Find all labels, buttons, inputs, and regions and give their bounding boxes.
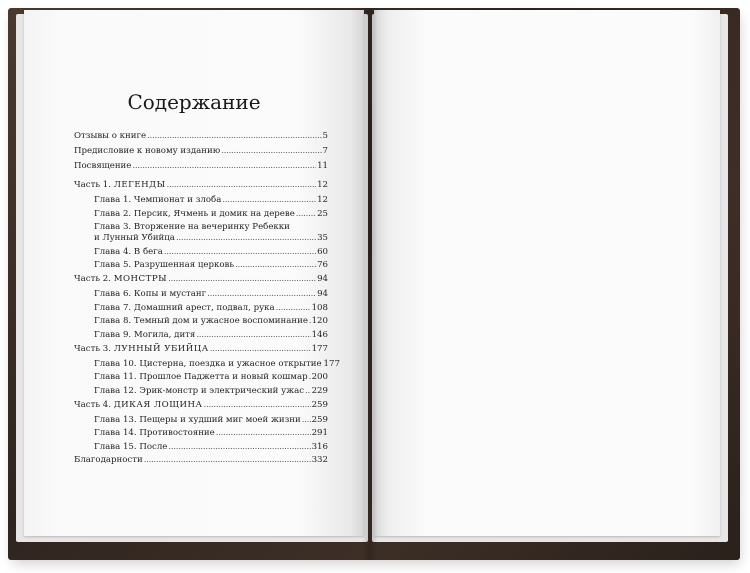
toc-chapter-label: Глава 10. Цистерна, поездка и ужасное открытие: [94, 358, 322, 369]
toc-leader-dots: [147, 131, 321, 142]
toc-part-label: Часть 2. МОНСТРЫ: [74, 274, 168, 284]
toc-chapter-entry: [74, 442, 328, 453]
toc-leader-dots: [168, 442, 310, 453]
toc-entry-label: Отзывы о книге: [74, 131, 147, 141]
table-of-contents: [74, 131, 340, 470]
toc-chapter-entry: [74, 330, 328, 341]
toc-chapter-label: Глава 6. Копы и мустанг: [94, 289, 207, 299]
toc-entry-page: 332: [311, 455, 328, 465]
toc-entry-page: 259: [311, 399, 328, 410]
toc-entry-page: 94: [317, 289, 328, 299]
toc-leader-dots: [305, 386, 311, 397]
toc-chapter-entry: [74, 303, 328, 314]
toc-entry-page: 12: [317, 195, 328, 205]
toc-entry-page: 5: [322, 131, 328, 141]
toc-chapter-entry-continued: [74, 233, 328, 244]
toc-entry: [74, 455, 328, 466]
toc-entry-page: 12: [317, 180, 328, 190]
toc-leader-dots: [168, 274, 316, 285]
toc-chapter-entry: [74, 316, 328, 327]
toc-chapter-entry: [74, 195, 328, 206]
toc-leader-dots: [296, 209, 316, 220]
toc-entry-page: 291: [311, 428, 328, 438]
toc-entry: [74, 146, 328, 157]
toc-leader-dots: [210, 344, 311, 355]
toc-entry-page: 11: [317, 161, 328, 171]
toc-chapter-label: Глава 8. Темный дом и ужасное воспоминание: [94, 316, 308, 326]
toc-chapter-label: Глава 9. Могила, дитя: [94, 329, 196, 340]
toc-part-entry: [74, 180, 328, 191]
toc-entry-label: Предисловие к новому изданию: [74, 146, 221, 156]
toc-entry-page: 200: [311, 372, 328, 382]
toc-leader-dots: [276, 303, 311, 314]
toc-chapter-entry: [74, 260, 328, 271]
toc-leader-dots: [221, 146, 321, 157]
toc-chapter-entry: [74, 428, 328, 439]
toc-chapter-label: Глава 14. Противостояние: [94, 428, 215, 438]
toc-chapter-entry: [74, 372, 328, 383]
toc-part-label: Часть 4. ДИКАЯ ЛОЩИНА: [74, 399, 203, 410]
book-spine: [362, 8, 378, 560]
toc-chapter-label: Глава 4. В бега: [94, 246, 163, 257]
toc-chapter-label: Глава 1. Чемпионат и злоба: [94, 195, 222, 205]
toc-entry-page: 177: [323, 358, 340, 369]
toc-chapter-entry: [74, 358, 340, 370]
toc-part-entry: [74, 344, 328, 355]
toc-chapter-label: Глава 11. Прошлое Паджетта и новый кошмар: [94, 372, 308, 382]
toc-entry-page: 177: [311, 343, 328, 354]
toc-chapter-label: Глава 2. Персик, Ячмень и домик на дереве: [94, 208, 295, 219]
toc-entry-page: 94: [317, 274, 328, 284]
toc-entry-page: 7: [322, 146, 328, 156]
toc-entry-page: 146: [311, 329, 328, 340]
toc-entry-label: Посвящение: [74, 161, 132, 171]
toc-leader-dots: [132, 161, 316, 172]
toc-leader-dots: [309, 316, 311, 327]
toc-part-entry: [74, 274, 328, 285]
toc-leader-dots: [196, 330, 310, 341]
toc-chapter-label-continued: и Лунный Убийца: [94, 233, 175, 243]
right-page: [374, 10, 720, 536]
toc-chapter-entry: [74, 415, 328, 426]
toc-chapter-label: Глава 12. Эрик-монстр и электрический ужас: [94, 385, 305, 396]
toc-chapter-label: Глава 7. Домашний арест, подвал, рука: [94, 302, 275, 313]
page-title: Содержание: [127, 90, 261, 114]
toc-leader-dots: [164, 247, 316, 258]
toc-chapter-entry: [74, 222, 328, 233]
toc-leader-dots: [309, 372, 311, 383]
toc-chapter-label: Глава 15. После: [94, 441, 168, 452]
toc-chapter-entry: [74, 289, 328, 300]
toc-leader-dots: [222, 195, 316, 206]
toc-entry-page: 35: [317, 233, 328, 243]
toc-entry-page: 259: [311, 414, 328, 425]
toc-leader-dots: [207, 289, 316, 300]
toc-chapter-entry: [74, 209, 328, 220]
toc-leader-dots: [167, 180, 317, 191]
toc-part-label: Часть 3. ЛУННЫЙ УБИЙЦА: [74, 343, 209, 354]
toc-entry-page: 60: [317, 246, 328, 257]
toc-entry-page: 76: [317, 260, 328, 270]
toc-entry: [74, 131, 328, 142]
toc-entry-page: 108: [311, 302, 328, 313]
toc-leader-dots: [204, 400, 311, 411]
toc-chapter-label: Глава 5. Разрушенная церковь: [94, 260, 235, 270]
toc-part-label: Часть 1. ЛЕГЕНДЫ: [74, 180, 166, 190]
toc-chapter-label: Глава 13. Пещеры и худший миг моей жизни: [94, 414, 301, 425]
toc-part-entry: [74, 400, 328, 411]
toc-leader-dots: [176, 233, 316, 244]
toc-entry-page: 316: [311, 441, 328, 452]
toc-entry-page: 120: [311, 316, 328, 326]
toc-chapter-entry: [74, 386, 328, 397]
toc-entry: [74, 161, 328, 172]
toc-leader-dots: [144, 455, 311, 466]
toc-leader-dots: [302, 415, 311, 426]
toc-chapter-label: Глава 3. Вторжение на вечеринку Ребекки: [94, 222, 290, 232]
toc-entry-page: 25: [317, 208, 328, 219]
toc-entry-page: 229: [311, 385, 328, 396]
toc-entry-label: Благодарности: [74, 455, 143, 465]
toc-leader-dots: [235, 260, 316, 271]
toc-chapter-entry: [74, 247, 328, 258]
toc-leader-dots: [216, 428, 311, 439]
